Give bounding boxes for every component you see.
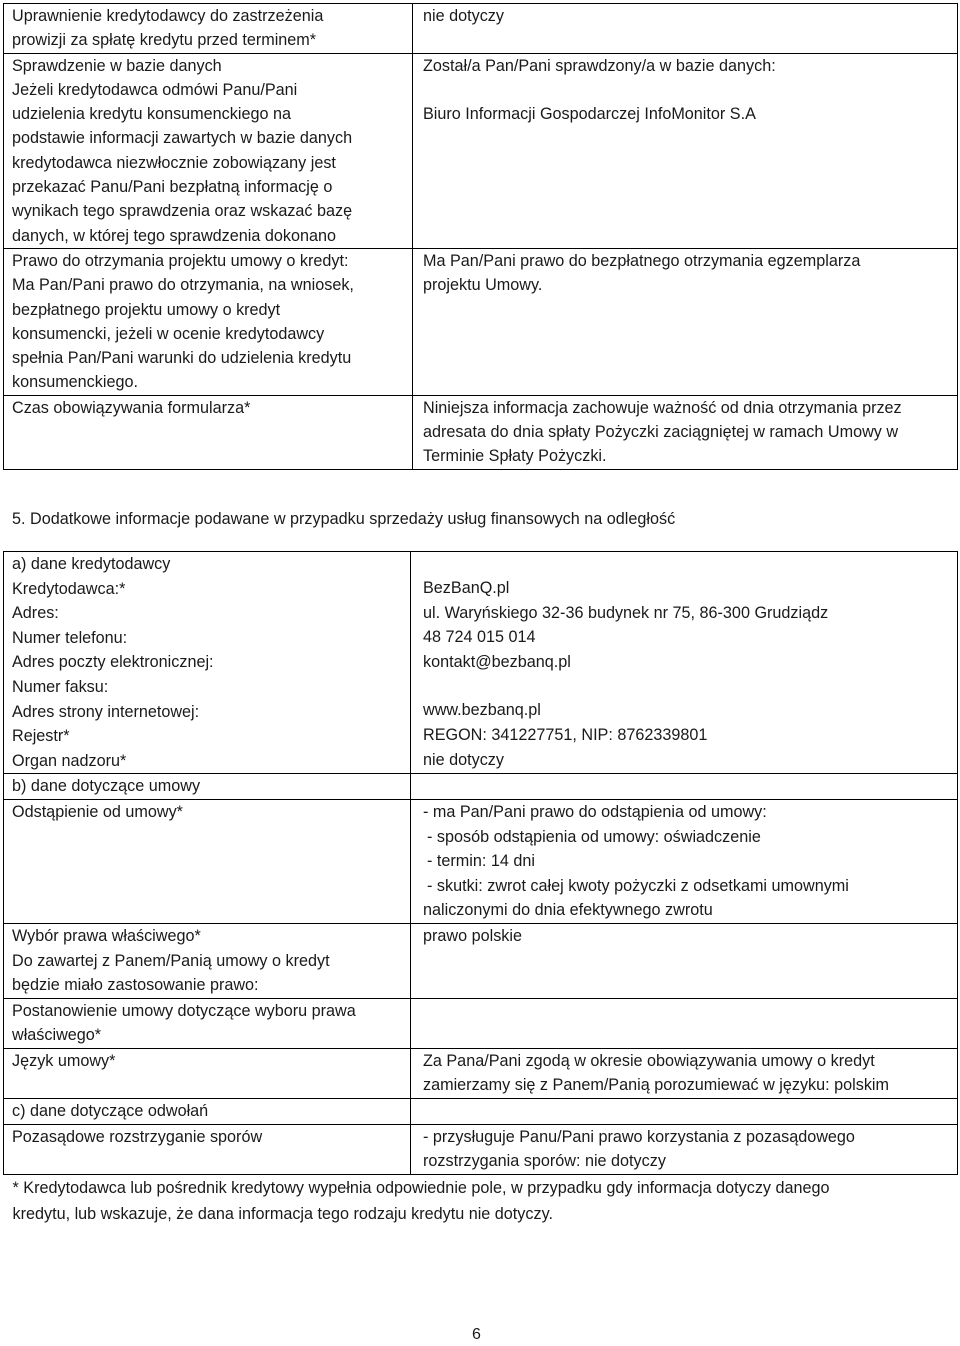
label-line: konsumencki, jeżeli w ocenie kredytodawcy: [12, 324, 325, 343]
label-line: udzielenia kredytu konsumenckiego na: [12, 105, 291, 124]
value-line: projektu Umowy.: [423, 276, 543, 295]
table-row: [4, 923, 958, 998]
subsection-header: b) dane dotyczące umowy: [12, 777, 201, 796]
row-label: [4, 998, 411, 1048]
label-line: wynikach tego sprawdzenia oraz wskazać bazę: [12, 202, 353, 221]
footnote-line: kredytu, lub wskazuje, że dana informacja tego rodzaju kredytu nie dotyczy.: [12, 1205, 553, 1224]
subsection-header: c) dane dotyczące odwołań: [12, 1102, 209, 1121]
label-line: kredytodawca niezwłocznie zobowiązany jest: [12, 153, 336, 172]
lender-address: ul. Waryńskiego 32-36 budynek nr 75, 86-300 Grudziądz: [423, 603, 829, 622]
table-row: [4, 774, 958, 800]
label-line: Jeżeli kredytodawca odmówi Panu/Pani: [12, 80, 298, 99]
section-title: 5. Dodatkowe informacje podawane w przypadku sprzedaży usług finansowych na odległość: [12, 510, 676, 528]
value-line: - sposób odstąpienia od umowy: oświadczenie: [427, 827, 761, 846]
row-value: [411, 1099, 958, 1125]
spacer: [423, 78, 957, 102]
value-line: Biuro Informacji Gospodarczej InfoMonitor S.A: [423, 104, 756, 123]
field-label: Adres poczty elektronicznej:: [12, 653, 214, 672]
row-label: [4, 799, 411, 923]
value-line: - przysługuje Panu/Pani prawo korzystania z pozasądowego: [423, 1127, 855, 1146]
value-line: Za Pana/Pani zgodą w okresie obowiązywania umowy o kredyt: [423, 1051, 875, 1070]
lender-email: kontakt@bezbanq.pl: [423, 652, 571, 671]
value-line: Niniejsza informacja zachowuje ważność od dnia otrzymania przez: [423, 398, 902, 417]
row-label: [4, 774, 411, 800]
row-label: [4, 4, 413, 54]
row-value: [413, 53, 958, 248]
lender-fax: [423, 674, 957, 698]
lender-phone: 48 724 015 014: [423, 628, 536, 647]
row-label: [4, 53, 413, 248]
row-value: [411, 774, 958, 800]
footnote-line: * Kredytodawca lub pośrednik kredytowy wypełnia odpowiednie pole, w przypadku gdy informacja dotyczy danego: [12, 1178, 830, 1197]
label-line: konsumenckiego.: [12, 373, 138, 392]
label-line: Uprawnienie kredytodawcy do zastrzeżenia: [12, 7, 324, 25]
table-row: [4, 552, 958, 774]
supervisory-authority: nie dotyczy: [423, 750, 504, 769]
field-label: Wybór prawa właściwego*: [12, 926, 201, 945]
value-line: prawo polskie: [423, 926, 522, 945]
field-label: Adres strony internetowej:: [12, 702, 200, 721]
value-line: Został/a Pan/Pani sprawdzony/a w bazie danych:: [423, 56, 776, 75]
label-line: podstawie informacji zawartych w bazie danych: [12, 129, 353, 148]
label-line: Prawo do otrzymania projektu umowy o kredyt:: [12, 251, 349, 270]
row-value: [411, 1124, 958, 1174]
row-label: [4, 395, 413, 469]
credit-info-table: [3, 3, 958, 470]
value-line: - ma Pan/Pani prawo do odstąpienia od umowy:: [423, 802, 767, 821]
lender-name: BezBanQ.pl: [423, 579, 510, 597]
label-line: spełnia Pan/Pani warunki do udzielenia kredytu: [12, 349, 352, 368]
table-row: [4, 395, 958, 469]
value-line: - termin: 14 dni: [427, 852, 535, 871]
value-line: - skutki: zwrot całej kwoty pożyczki z odsetkami umownymi: [427, 876, 849, 895]
row-label: [4, 1124, 411, 1174]
field-label: Organ nadzoru*: [12, 751, 127, 770]
row-label: [4, 923, 411, 998]
row-label: [4, 248, 413, 395]
label-line: bezpłatnego projektu umowy o kredyt: [12, 300, 281, 319]
table-row: [4, 1174, 958, 1228]
field-label: Numer telefonu:: [12, 628, 128, 647]
label-line: Czas obowiązywania formularza*: [12, 398, 251, 417]
row-value: [413, 395, 958, 469]
value-line: Terminie Spłaty Pożyczki.: [423, 447, 607, 466]
field-label: Do zawartej z Panem/Panią umowy o kredyt: [12, 951, 330, 970]
label-line: Sprawdzenie w bazie danych: [12, 56, 222, 75]
row-value: [411, 1048, 958, 1098]
table-row: [4, 998, 958, 1048]
field-label: Pozasądowe rozstrzyganie sporów: [12, 1127, 263, 1146]
lender-website: www.bezbanq.pl: [423, 701, 541, 720]
value-line: naliczonymi do dnia efektywnego zwrotu: [423, 901, 713, 920]
row-value: [413, 4, 958, 54]
value-line: Ma Pan/Pani prawo do bezpłatnego otrzymania egzemplarza: [423, 251, 861, 270]
spacer: [423, 552, 957, 576]
label-line: Ma Pan/Pani prawo do otrzymania, na wniosek,: [12, 276, 354, 295]
table-row: [4, 1099, 958, 1125]
field-label: Rejestr*: [12, 727, 70, 746]
table-row: [4, 4, 958, 54]
field-label: Adres:: [12, 604, 59, 623]
row-label: [4, 552, 411, 774]
table-row: [4, 799, 958, 923]
lender-registry: REGON: 341227751, NIP: 8762339801: [423, 725, 708, 744]
table-row: [4, 1124, 958, 1174]
field-label: Kredytodawca:*: [12, 579, 126, 598]
field-label: będzie miało zastosowanie prawo:: [12, 976, 259, 995]
value-line: zamierzamy się z Panem/Panią porozumiewać w języku: polskim: [423, 1076, 890, 1095]
row-label: [4, 1099, 411, 1125]
label-line: prowizji za spłatę kredytu przed terminem*: [12, 31, 317, 50]
value-line: nie dotyczy: [423, 7, 504, 25]
value-line: adresata do dnia spłaty Pożyczki zaciągniętej w ramach Umowy w: [423, 423, 899, 442]
row-value: [411, 552, 958, 774]
row-value: [413, 248, 958, 395]
field-label: Język umowy*: [12, 1051, 116, 1070]
field-label: Odstąpienie od umowy*: [12, 802, 183, 821]
page-number: 6: [472, 1326, 481, 1343]
label-line: danych, w której tego sprawdzenia dokonano: [12, 226, 336, 245]
table-row: [4, 1048, 958, 1098]
distance-sales-table: [3, 551, 958, 1228]
value-line: rozstrzygania sporów: nie dotyczy: [423, 1152, 666, 1171]
row-value: [411, 923, 958, 998]
subsection-header: a) dane kredytodawcy: [12, 555, 171, 573]
row-label: [4, 1048, 411, 1098]
label-line: przekazać Panu/Pani bezpłatną informację o: [12, 178, 333, 197]
field-label: Numer faksu:: [12, 677, 109, 696]
table-row: [4, 53, 958, 248]
field-label: Postanowienie umowy dotyczące wyboru prawa: [12, 1001, 356, 1020]
footnote: [4, 1174, 958, 1228]
field-label: właściwego*: [12, 1026, 102, 1045]
table-row: [4, 248, 958, 395]
row-value: [411, 799, 958, 923]
row-value: [411, 998, 958, 1048]
